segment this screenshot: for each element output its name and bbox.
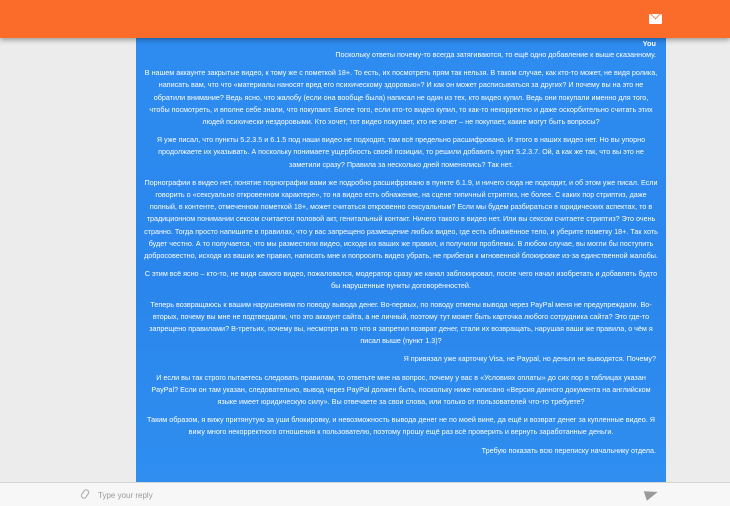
message-bubble [136, 38, 666, 482]
top-bar [0, 0, 730, 38]
send-icon[interactable] [644, 487, 659, 501]
message-paragraph: Я привязал уже карточку Visa, не Paypal, но деньги не выводятся. Почему? [403, 354, 656, 364]
message-paragraph: И если вы так строго пытаетесь следовать правилам, то ответьте мне на вопрос, почему у вас в «Условиях оплаты» до сих пор в таблицах указан PayPal? Если он там указан, следовательно, вывод через PayPal должен быть, поскольку ниже написано «Версия данного документа на английском языке имеет юридическую силу». Вы отвечаете за свои слова, или только от пользователей что-то требуете? [151, 372, 651, 407]
message-paragraph: Теперь возвращаюсь к вашим нарушениям по поводу вывода денег. Во-первых, по поводу отмены вывода через PayPal меня не предупреждали. Во-вторых, почему вы мне не подтвердили, что это аккаунт сайта, а не личный, поэтому тут может быть карточка любого сотрудника сайта? Это где-то запрещено правилами? В-третьих, почему вы, несмотря на то что я запретил возврат денег, стали их возвращать, нарушая ваши же правила, о чём я писал выше (пункт 1.3)? [149, 299, 653, 346]
right-gutter [666, 38, 730, 482]
message-paragraph: Требую показать всю переписку начальнику отдела. [481, 445, 656, 455]
reply-composer [0, 482, 730, 506]
paperclip-icon[interactable] [80, 488, 91, 500]
message-paragraph: Поскольку ответы почему-то всегда затягиваются, то ещё одно добавление к выше сказанному. [335, 50, 656, 59]
left-gutter [0, 38, 136, 482]
message-sender: You [642, 39, 656, 48]
message-paragraph: Таким образом, я вижу притянутую за уши блокировку, и невозможность вывода денег не по моей вине, да ещё и возврат денег за купленные видео. Я вижу много некорректного отношения к пользователю, поэтому прошу ещё раз всё проверить и вернуть заработанные деньги. [147, 415, 655, 437]
message-paragraph: Я уже писал, что пункты 5.2.3.5 и 6.1.5 под наши видео не подходят, там всё предельно расшифровано. И этого в наших видео нет. Но вы упорно продолжаете их указывать. А поскольку понимаете ущербность своей позиции, то решили добавить пункт 5.2.3.7. Ой, а как же так, что вы это не заметили сразу? Правила за несколько дней поменялись? Так нет. [156, 135, 646, 169]
message-paragraph: С этим всё ясно – кто-то, не видя самого видео, пожаловался, модератор сразу же канал заблокировал, после чего начал изобретать и добавлять будто бы нарушенные пункты договорённостей. [144, 269, 658, 291]
envelope-icon[interactable] [649, 14, 662, 24]
message-paragraph: Порнографии в видео нет, понятие порнографии вами же подробно расшифровано в пункте 6.1.9, и ничего сюда не подходит, и об этом уже писал. Если говорить о «сексуально откровенном характере», то на видео есть обнажение, на сцене типичный стриптиз, не более. С каких пор стриптиз, даже полный, в контенте, отмеченном пометкой 18+, может считаться откровенно сексуальным? Если мы будем разбираться в юридических аспектах, то в традиционном понимании сексом считается половой акт, генитальный контакт. Ничего такого в видео нет. Или вы сексом считаете стриптиз? Это очень странно. Тогда просто напишите в правилах, что у вас запрещено размещение любых видео, где есть обнажённое тело, и уберите пометку 18+. Так хоть будет честно. А то получается, что мы разместили видео, исходя из ваших же правил, и получили проблемы. В любом случае, вы могли бы поступить добросовестно, исходя из ваших же правил, написать мне и попросить видео убрать, не прибегая к мгновенной блокировке из-за единственной жалобы. [144, 177, 658, 261]
message-paragraph: В нашем аккаунте закрытые видео, к тому же с пометкой 18+. То есть, их посмотреть прям так нельзя. В таком случае, как кто-то может, не видя ролика, написать вам, что что «материалы наносят вред его психическому здоровью»? И как он может расписываться за других? И почему вы на это не обратили внимание? Ведь ясно, что жалобу (если она вообще была) написал не один из тех, кто видео купил. Ведь они покупали именно для того, чтобы посмотреть, и вполне себе знали, что покупают. Более того, если кто-то видео купил, то как-то некорректно и даже оскорбительно считать этих людей психически нездоровыми. Кто хочет, тот видео покупает, кто не хочет – не покупает, какие могут быть вопросы? [144, 68, 658, 127]
reply-input[interactable] [96, 486, 620, 505]
